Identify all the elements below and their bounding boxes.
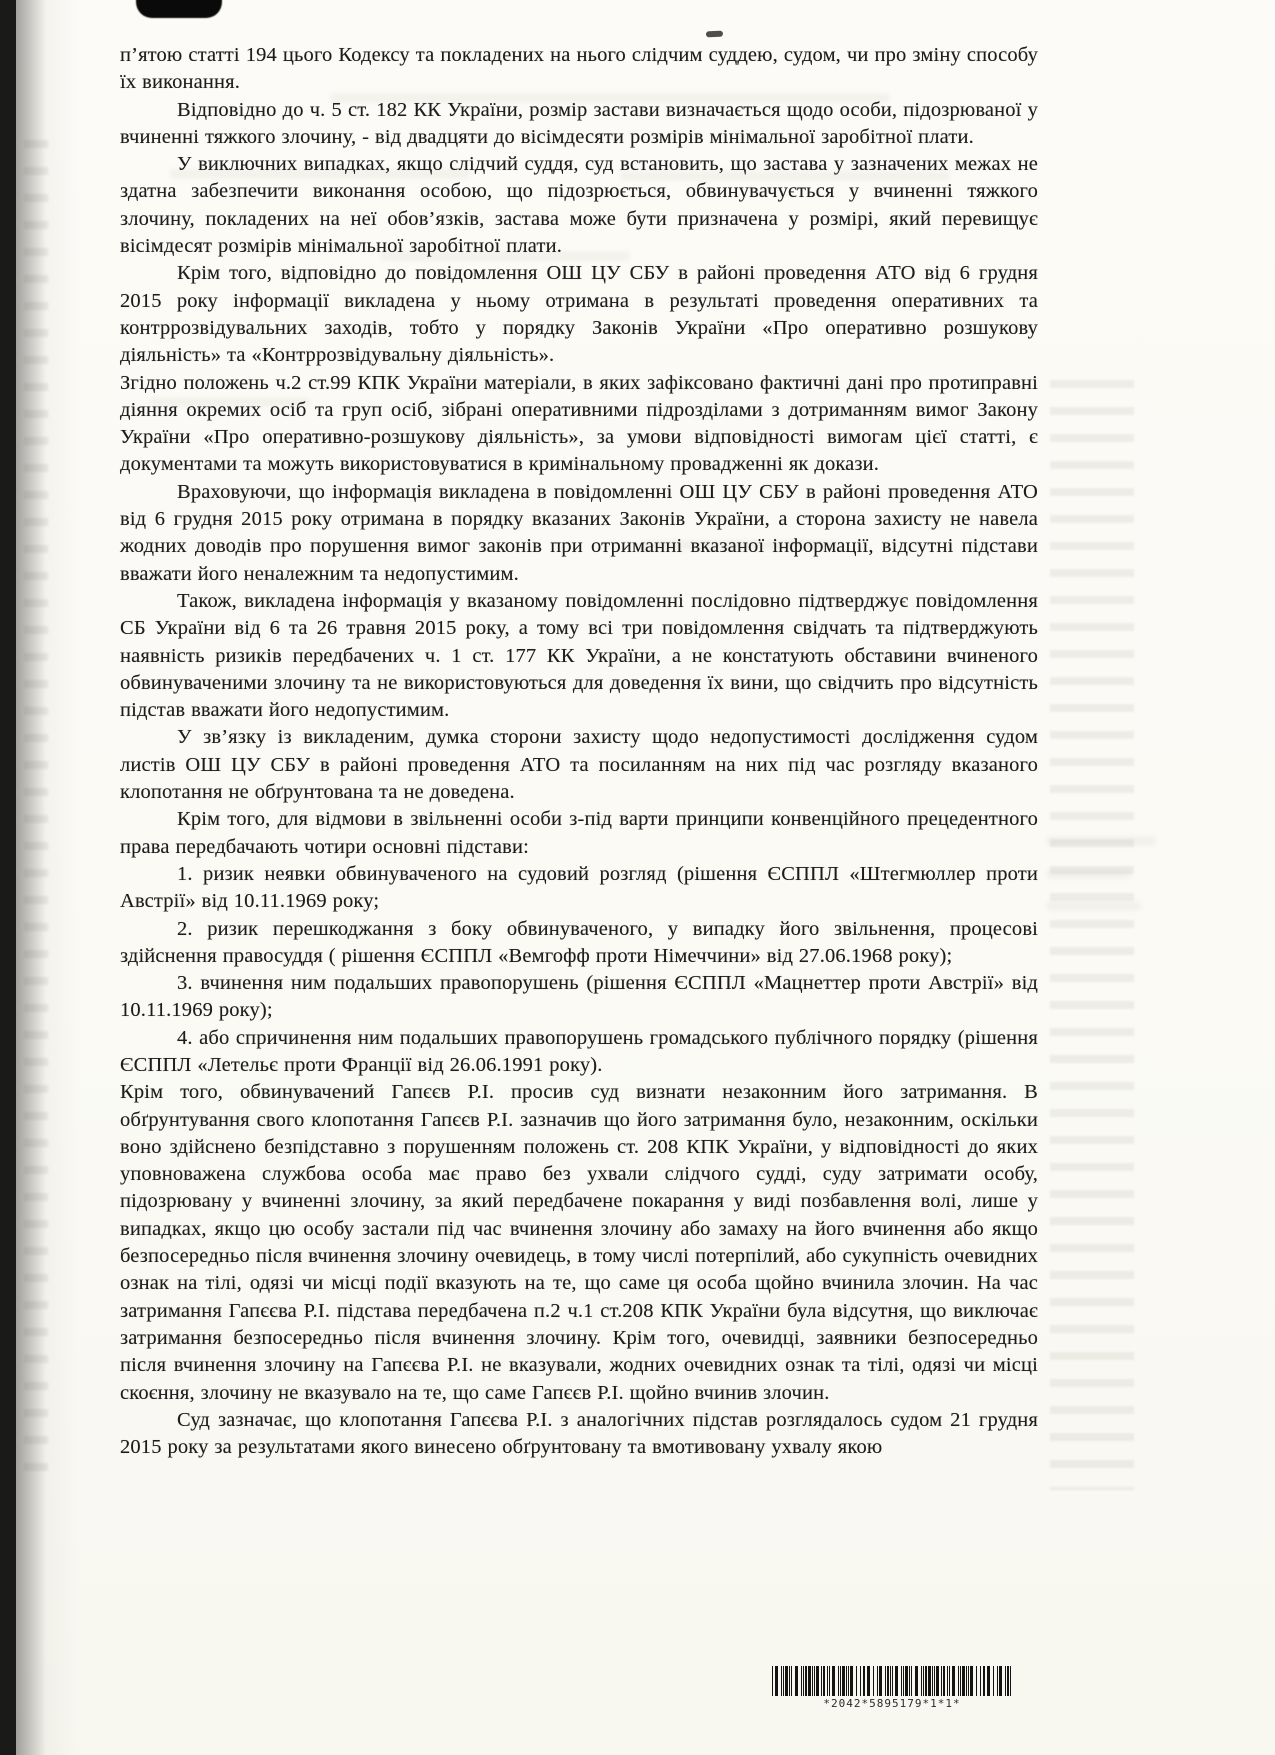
paragraph-4: Крім того, відповідно до повідомлення ОШ ЦУ СБУ в районі проведення АТО від 6 грудня 2015 року інформації викладена у ньому отримана в результаті проведення оперативних та контррозвідувальних заходів, тобто у порядку Законів України «Про оперативно розшукову діяльність» та «Контррозвідувальну діяльність». — [120, 262, 1038, 367]
paragraph-7: Також, викладена інформація у вказаному повідомленні послідовно підтверджує повідомлення СБ України від 6 та 26 травня 2015 року, а тому всі три повідомлення свідчать та підтверджують наявність ризиків передбачених ч. 1 ст. 177 КК України, а не констатують обставини вчиненого обвинуваченими злочину та не використовуються для доведення їх вини, що свідчить про відсутність підстав вважати його недопустимим. — [120, 589, 1038, 722]
scan-edge-artifact — [0, 0, 16, 1755]
list-item-4: 4. або спричинення ним подальших правопорушень громадського публічного порядку (рішення ЄСППЛ «Летельє проти Франції від 26.06.1991 року). — [120, 1026, 1038, 1076]
paragraph-2: Відповідно до ч. 5 ст. 182 КК України, розмір застави визначається щодо особи, підозрюваної у вчиненні тяжкого злочину, - від двадцяти до вісімдесяти розмірів мінімальної заробітної плати. — [120, 98, 1038, 148]
list-item-2: 2. ризик перешкоджання з боку обвинуваченого, у випадку його звільнення, процесові здійснення правосуддя ( рішення ЄСППЛ «Вемгофф проти Німеччини» від 27.06.1968 року); — [120, 917, 1038, 967]
bleedthrough-column-left — [24, 140, 48, 1480]
barcode-bars — [742, 1666, 1042, 1696]
bleedthrough-column-right — [1050, 380, 1134, 1490]
paragraph-1: п’ятою статті 194 цього Кодексу та покладених на нього слідчим суддею, судом, чи про зміну способу їх виконання. — [120, 44, 1038, 94]
scan-dash-artifact — [706, 31, 723, 38]
document-text — [120, 42, 1038, 1461]
barcode-text: *2042*5895179*1*1* — [823, 1697, 961, 1710]
paragraph-3: У виключних випадках, якщо слідчий суддя, суд встановить, що застава у зазначених межах не здатна забезпечити виконання особою, що підозрюється, обвинувачується у вчиненні тяжкого злочину, покладених на неї обов’язків, застава може бути призначена у розмірі, який перевищує вісімдесят розмірів мінімальної заробітної плати. — [120, 153, 1038, 258]
paragraph-14: Крім того, обвинувачений Гапєєв Р.І. просив суд визнати незаконним його затримання. В обґрунтування свого клопотання Гапєєв Р.І. зазначив що його затримання було, незаконним, оскільки воно здійснено безпідставно з порушенням положень ст. 208 КПК України, у відповідності до яких уповноважена службова особа має право без ухвали слідчого судді, суду затримати особу, підозрювану у вчиненні злочину, за який передбачене покарання у виді позбавлення волі, лише у випадках, якщо цю особу застали під час вчинення злочину або замаху на його вчинення або якщо безпосередньо після вчинення злочину очевидець, в тому числі потерпілий, або сукупність очевидних ознак на тілі, одязі чи місці події вказують на те, що саме ця особа щойно вчинила злочин. На час затримання Гапєєва Р.І. підстава передбачена п.2 ч.1 ст.208 КПК України була відсутня, що виключає затримання безпосередньо після вчинення злочину. Крім того, очевидці, заявники безпосередньо після вчинення злочину на Гапєєва Р.І. не вказували, жодних очевидних ознак та тілі, одязі чи місці скоєння, злочину не вказувало на те, що саме Гапєєв Р.І. щойно вчинив злочин. — [120, 1081, 1038, 1404]
bleedthrough-artifact — [1046, 836, 1156, 846]
barcode — [742, 1666, 1042, 1710]
list-item-3: 3. вчинення ним подальших правопорушень (рішення ЄСППЛ «Мацнеттер проти Австрії» від 10.11.1969 року); — [120, 972, 1038, 1022]
paragraph-6: Враховуючи, що інформація викладена в повідомленні ОШ ЦУ СБУ в районі проведення АТО від 6 грудня 2015 року отримана в порядку вказаних Законів України, а сторона захисту не навела жодних доводів про порушення вимог законів при отриманні вказаної інформації, відсутні підстави вважати його неналежним та недопустимим. — [120, 480, 1038, 585]
bleedthrough-artifact — [1046, 869, 1131, 879]
scan-corner-blob-artifact — [136, 0, 222, 18]
bleedthrough-artifact — [1046, 901, 1141, 911]
paragraph-15: Суд зазначає, що клопотання Гапєєва Р.І. з аналогічних підстав розглядалось судом 21 грудня 2015 року за результатами якого винесено обґрунтовану та вмотивовану ухвалу якою — [120, 1408, 1038, 1459]
paragraph-9: Крім того, для відмови в звільненні особи з-під варти принципи конвенційного прецедентного права передбачають чотири основні підстави: — [120, 808, 1038, 858]
list-item-1: 1. ризик неявки обвинуваченого на судовий розгляд (рішення ЄСППЛ «Штегмюллер проти Австрії» від 10.11.1969 року; — [120, 862, 1038, 913]
paragraph-8: У зв’язку із викладеним, думка сторони захисту щодо недопустимості дослідження судом листів ОШ ЦУ СБУ в районі проведення АТО та посиланням на них під час розгляду вказаного клопотання не обґрунтована та не доведена. — [120, 726, 1038, 804]
paragraph-5: Згідно положень ч.2 ст.99 КПК України матеріали, в яких зафіксовано фактичні дані про протиправні діяння окремих осіб та груп осіб, зібрані оперативними підрозділами з дотриманням вимог Закону України «Про оперативно-розшукову діяльність», за умови відповідності вимогам цієї статті, є документами та можуть використовуватися в кримінальному провадженні як докази. — [120, 371, 1038, 476]
